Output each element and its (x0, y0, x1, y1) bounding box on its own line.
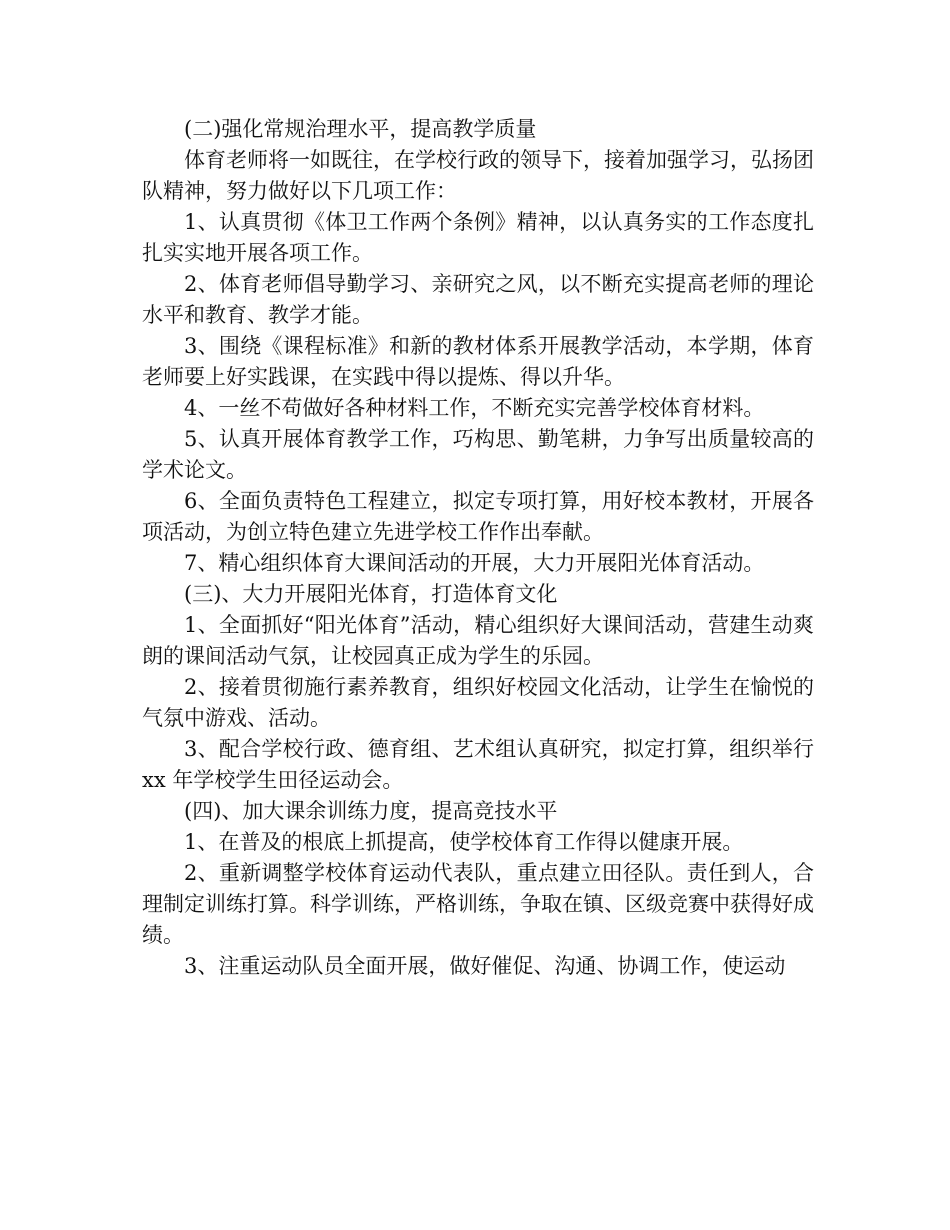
section-heading-4: (四)、加大课余训练力度，提高竞技水平 (184, 799, 558, 823)
list-item-2: 2、体育老师倡导勤学习、亲研究之风，以不断充实提高老师的理论水平和教育、教学才能。 (142, 272, 814, 327)
list-item-4-1: 1、在普及的根底上抓提高，使学校体育工作得以健康开展。 (184, 830, 744, 854)
document-page (142, 114, 814, 982)
list-item-1: 1、认真贯彻《体卫工作两个条例》精神，以认真务实的工作态度扎扎实实地开展各项工作。 (142, 210, 814, 265)
list-item-6: 6、全面负责特色工程建立，拟定专项打算，用好校本教材，开展各项活动，为创立特色建立先进学校工作作出奉献。 (142, 489, 814, 544)
list-item-5: 5、认真开展体育教学工作，巧构思、勤笔耕，力争写出质量较高的学术论文。 (142, 427, 814, 482)
list-item-3-2: 2、接着贯彻施行素养教育，组织好校园文化活动，让学生在愉悦的气氛中游戏、活动。 (142, 675, 814, 730)
list-item-4-3: 3、注重运动队员全面开展，做好催促、沟通、协调工作，使运动 (184, 954, 786, 978)
list-item-3-1: 1、全面抓好“阳光体育”活动，精心组织好大课间活动，营建生动爽朗的课间活动气氛，让校园真正成为学生的乐园。 (142, 613, 814, 668)
paragraph-intro: 体育老师将一如既往，在学校行政的领导下，接着加强学习，弘扬团队精神，努力做好以下几项工作： (142, 148, 814, 203)
list-item-3-3: 3、配合学校行政、德育组、艺术组认真研究，拟定打算，组织举行 xx 年学校学生田径运动会。 (142, 737, 814, 792)
section-heading-3: (三)、大力开展阳光体育，打造体育文化 (184, 582, 558, 606)
list-item-4: 4、一丝不苟做好各种材料工作，不断充实完善学校体育材料。 (184, 396, 765, 420)
section-heading-2: (二)强化常规治理水平，提高教学质量 (184, 117, 537, 141)
list-item-3: 3、围绕《课程标准》和新的教材体系开展教学活动，本学期，体育老师要上好实践课，在实践中得以提炼、得以升华。 (142, 334, 814, 389)
list-item-4-2: 2、重新调整学校体育运动代表队，重点建立田径队。责任到人，合理制定训练打算。科学训练，严格训练，争取在镇、区级竞赛中获得好成绩。 (142, 861, 814, 947)
list-item-7: 7、精心组织体育大课间活动的开展，大力开展阳光体育活动。 (184, 551, 765, 575)
